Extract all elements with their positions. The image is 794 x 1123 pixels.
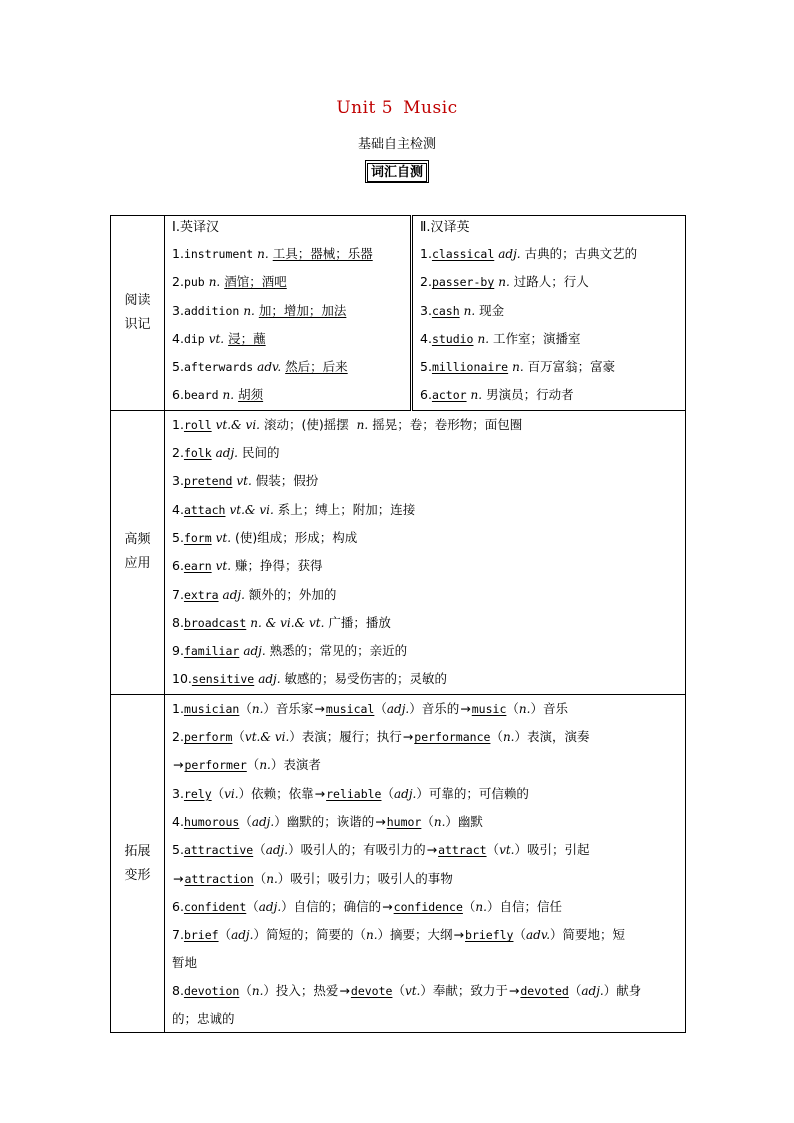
line-text: （	[490, 729, 503, 745]
vocab-entry	[172, 581, 679, 609]
derivation-arrow: →	[339, 982, 350, 998]
line-text: 6.	[172, 898, 184, 914]
section-label: 词汇自测	[367, 163, 427, 182]
entry-meaning: 现金	[479, 302, 505, 318]
word-form: musical	[325, 701, 375, 716]
entry-meaning: 男演员；行动者	[486, 387, 574, 403]
line-text: （	[211, 785, 225, 801]
entry-meaning: 工作室；演播室	[493, 330, 581, 346]
vocab-entry	[172, 381, 404, 409]
entry-meaning: 然后；后来	[285, 359, 348, 375]
line-text: （	[506, 700, 519, 716]
line-text: ）幽默	[445, 813, 483, 829]
line-text: （	[374, 700, 387, 716]
line-text: ）依赖；依靠	[238, 785, 314, 801]
part-of-speech: n.	[259, 758, 271, 773]
extension-line	[172, 836, 679, 864]
english-to-chinese-heading: Ⅰ.英译汉	[172, 220, 219, 235]
word-form: devoted	[520, 983, 569, 998]
vocab-entry	[172, 637, 679, 665]
line-text: （	[513, 927, 526, 943]
word-form: briefly	[465, 928, 514, 943]
entry-word: millionaire	[431, 360, 509, 375]
part-of-speech: vt.	[499, 843, 515, 858]
entry-word: dip	[183, 331, 205, 346]
entry-pos: vt.	[215, 559, 232, 574]
part-of-speech: n.	[475, 899, 487, 914]
entry-pos: n.	[463, 303, 476, 318]
line-text: ）表演者	[270, 757, 321, 773]
word-form: devotion	[183, 983, 240, 998]
entry-number: 5.	[172, 359, 184, 375]
vocab-entry	[420, 353, 679, 381]
line-text: ）幽默的；诙谐的	[274, 813, 375, 829]
part-of-speech: adj.	[581, 983, 604, 998]
entry-word: attach	[183, 502, 226, 517]
entry-number: 10.	[172, 671, 192, 687]
entry-number: 2.	[172, 274, 184, 290]
word-form: attraction	[184, 871, 254, 886]
word-form: reliable	[326, 786, 382, 801]
entry-number: 2.	[172, 445, 184, 461]
entry-word: earn	[183, 559, 212, 574]
part-of-speech: n.	[251, 983, 264, 998]
word-form: performer	[184, 758, 247, 773]
entry-meaning: 加；增加；加法	[258, 302, 347, 318]
entry-word: roll	[183, 417, 212, 432]
extension-line	[172, 808, 679, 836]
line-text: ）吸引；吸引力；吸引人的事物	[277, 870, 453, 886]
line-text: ）表演，演奏	[514, 729, 590, 745]
chinese-to-english-cell	[412, 216, 686, 411]
part-of-speech: n.	[251, 701, 264, 716]
english-to-chinese-list	[165, 216, 410, 410]
entry-word: broadcast	[183, 615, 247, 630]
derivation-arrow: →	[173, 757, 184, 773]
line-text: ）简要地；短	[550, 927, 626, 943]
line-text: （	[232, 729, 245, 745]
entry-pos: n.	[470, 388, 483, 403]
extension-line	[172, 723, 679, 751]
entry-meaning: 工具；器械；乐器	[272, 246, 373, 261]
entry-number: 9.	[172, 643, 184, 659]
part-of-speech: vt.& vi.	[244, 730, 290, 745]
line-text: ）可靠的；可信赖的	[416, 785, 529, 801]
vocab-entry	[172, 552, 679, 580]
derivation-arrow: →	[173, 870, 184, 886]
entry-pos: vt.	[208, 331, 225, 346]
entry-word: familiar	[183, 644, 240, 659]
line-text: （	[486, 842, 500, 858]
word-form: brief	[183, 928, 219, 943]
vocab-entry	[420, 240, 679, 268]
derivation-arrow: →	[382, 898, 393, 914]
entry-word: studio	[431, 331, 474, 346]
entry-meaning: 系上；缚上；附加；连接	[277, 501, 416, 517]
entry-pos: n.	[477, 331, 490, 346]
entry-pos: n.	[208, 275, 221, 290]
word-form: perform	[183, 730, 233, 745]
line-text: ）吸引；引起	[514, 842, 590, 858]
entry-meaning: 敏感的；易受伤害的；灵敏的	[284, 671, 448, 687]
line-text: （	[239, 813, 252, 829]
word-form: devote	[350, 983, 393, 998]
entry-meaning: 古典的；古典文艺的	[524, 246, 638, 261]
entry-word: classical	[431, 247, 495, 261]
entry-meaning: 广播；播放	[328, 614, 391, 630]
frequent-category	[111, 410, 165, 694]
vocab-entry	[420, 297, 679, 325]
entry-pos: n.	[257, 247, 269, 261]
entry-word: form	[183, 530, 212, 545]
part-of-speech: n.	[502, 730, 515, 745]
part-of-speech: n.	[518, 701, 531, 716]
section-subtitle: 基础自主检测	[357, 137, 436, 152]
chinese-to-english-heading: Ⅱ.汉译英	[420, 220, 470, 235]
line-text: 暂地	[172, 955, 198, 971]
line-text: 8.	[172, 982, 184, 998]
entry-meaning: 额外的；外加的	[248, 586, 337, 602]
entry-number: 8.	[172, 614, 184, 630]
line-text: ）音乐	[530, 700, 568, 716]
part-of-speech: adj.	[265, 843, 289, 858]
entry-meaning: (使)组成；形成；构成	[235, 529, 358, 545]
derivation-arrow: →	[402, 729, 414, 745]
entry-pos: n. & vi.& vt.	[250, 615, 325, 630]
entry-word: addition	[183, 303, 240, 318]
entry-word: instrument	[183, 247, 254, 261]
entry-word: pretend	[183, 474, 233, 489]
vocabulary-table	[110, 215, 686, 1033]
entry-pos-secondary: n.	[356, 417, 369, 432]
entry-number: 6.	[172, 558, 184, 574]
entry-pos: n.	[222, 388, 235, 403]
vocab-entry	[172, 353, 404, 381]
frequent-words-list	[165, 411, 685, 694]
vocab-entry	[172, 665, 679, 693]
entry-pos: n.	[498, 275, 510, 290]
word-form: musician	[183, 701, 240, 716]
extension-words-cell	[165, 694, 686, 1033]
extension-line	[172, 893, 679, 921]
part-of-speech: adj.	[386, 701, 410, 716]
entry-meaning: 过路人；行人	[513, 274, 589, 290]
entry-word: passer-by	[431, 275, 495, 290]
line-text: 5.	[172, 842, 184, 858]
frequent-words-cell	[165, 410, 686, 694]
word-form: humor	[386, 814, 422, 829]
extension-category-label: 拓展变形	[124, 843, 151, 883]
line-text: （	[218, 927, 232, 943]
entry-number: 5.	[172, 529, 184, 545]
entry-number: 3.	[172, 302, 184, 318]
line-text: ）献身	[603, 982, 642, 998]
entry-number: 1.	[420, 246, 432, 261]
entry-pos: adj.	[243, 644, 266, 659]
entry-number: 3.	[172, 473, 184, 489]
line-text: ）投入；热爱	[263, 982, 339, 998]
derivation-arrow: →	[314, 700, 325, 716]
entry-pos: n.	[243, 303, 255, 318]
word-form: rely	[183, 786, 212, 801]
line-text: 1.	[172, 700, 184, 716]
vocab-entry	[172, 411, 679, 439]
entry-number: 2.	[420, 274, 432, 290]
extension-line	[172, 865, 679, 893]
line-text: 7.	[172, 927, 184, 943]
reading-category-label: 阅读识记	[124, 292, 151, 332]
chinese-to-english-list	[413, 216, 685, 410]
line-text: （	[246, 898, 259, 914]
entry-number: 6.	[172, 387, 184, 403]
extension-row	[111, 694, 686, 1033]
entry-word: beard	[183, 388, 219, 403]
derivation-arrow: →	[460, 700, 471, 716]
extension-line	[172, 1005, 679, 1032]
entry-pos: vt.	[215, 530, 232, 545]
entry-pos: vt.& vi.	[229, 502, 274, 517]
extension-line	[172, 949, 679, 976]
vocab-entry	[172, 524, 679, 552]
entry-number: 1.	[172, 246, 184, 261]
derivation-arrow: →	[453, 927, 465, 943]
vocab-entry	[420, 325, 679, 353]
extension-category	[111, 694, 165, 1033]
reading-category	[111, 216, 165, 411]
word-form: humorous	[183, 814, 240, 829]
entry-word: sensitive	[191, 672, 255, 687]
extension-line	[172, 977, 679, 1005]
entry-meaning: 赚；挣得；获得	[235, 558, 323, 574]
entry-meaning: 民间的	[241, 445, 280, 461]
vocab-entry	[172, 297, 404, 325]
line-text: ）自信的；确信的	[281, 898, 382, 914]
entry-meaning-secondary: 摇晃；卷；卷形物；面包圈	[372, 416, 523, 432]
entry-meaning: 百万富翁；富豪	[527, 359, 616, 375]
extension-words-list	[165, 695, 685, 1033]
extension-line	[172, 780, 679, 808]
entry-number: 4.	[172, 501, 184, 517]
line-text: ）自信；信任	[486, 898, 562, 914]
entry-number: 4.	[420, 330, 432, 346]
part-of-speech: adj.	[251, 814, 275, 829]
entry-meaning: 胡须	[238, 387, 264, 403]
extension-line	[172, 921, 679, 949]
vocab-entry	[172, 439, 679, 467]
entry-pos: adj.	[498, 247, 521, 261]
word-form: attract	[438, 843, 487, 858]
line-text: ）音乐家	[263, 700, 314, 716]
part-of-speech: n.	[365, 928, 378, 943]
unit-topic: Music	[403, 98, 458, 118]
extension-line	[172, 695, 679, 723]
vocab-entry	[172, 467, 679, 495]
line-text: （	[381, 785, 394, 801]
vocab-entry	[172, 268, 404, 296]
entry-pos: vt.	[236, 474, 252, 489]
section-label-box	[365, 160, 429, 183]
part-of-speech: n.	[433, 814, 446, 829]
entry-pos: adj.	[215, 446, 238, 461]
line-text: （	[239, 700, 252, 716]
extension-line	[172, 751, 679, 779]
entry-pos: vt.& vi.	[215, 417, 260, 432]
vocab-entry	[172, 325, 404, 353]
entry-pos: n.	[512, 360, 524, 375]
entry-meaning: 浸；蘸	[228, 330, 266, 346]
word-form: attractive	[183, 843, 254, 858]
entry-word: actor	[431, 388, 467, 403]
vocab-entry	[420, 268, 679, 296]
line-text: （	[392, 982, 405, 998]
entry-word: extra	[183, 587, 219, 602]
line-text: （	[253, 842, 266, 858]
vocab-entry	[420, 381, 679, 409]
entry-meaning: 酒馆；酒吧	[224, 274, 287, 290]
derivation-arrow: →	[508, 982, 520, 998]
entry-number: 6.	[420, 387, 432, 403]
entry-meaning: 滚动；(使)摇摆	[263, 416, 349, 432]
english-to-chinese-cell	[165, 216, 412, 411]
line-text: ）吸引人的；有吸引力的	[288, 842, 426, 858]
part-of-speech: n.	[266, 871, 278, 886]
entry-word: pub	[183, 275, 205, 290]
vocab-entry	[172, 609, 679, 637]
word-form: performance	[414, 730, 491, 745]
entry-number: 1.	[172, 416, 184, 432]
part-of-speech: adj.	[394, 786, 417, 801]
word-form: confident	[183, 899, 247, 914]
derivation-arrow: →	[426, 842, 438, 858]
entry-word: afterwards	[183, 360, 254, 375]
line-text: 2.	[172, 729, 184, 745]
line-text: ）奉献；致力于	[420, 982, 508, 998]
line-text: ）表演；履行；执行	[289, 729, 402, 745]
part-of-speech: vt.	[404, 983, 421, 998]
entry-number: 7.	[172, 586, 184, 602]
entry-number: 3.	[420, 302, 432, 318]
part-of-speech: adj.	[231, 928, 254, 943]
entry-word: cash	[431, 303, 460, 318]
line-text: （	[253, 870, 267, 886]
entry-meaning: 熟悉的；常见的；亲近的	[269, 643, 408, 659]
line-text: （	[246, 757, 260, 773]
line-text: （	[239, 982, 252, 998]
vocab-entry	[172, 240, 404, 268]
line-text: ）简短的；简要的（	[253, 927, 366, 943]
section-label-wrap	[0, 160, 794, 183]
line-text: 的；忠诚的	[172, 1011, 235, 1027]
line-text: ）摘要；大纲	[377, 927, 453, 943]
line-text: 3.	[172, 785, 184, 801]
page-title	[0, 98, 794, 118]
reading-row	[111, 216, 686, 411]
entry-meaning: 假装；假扮	[255, 473, 319, 489]
entry-pos: adj.	[258, 672, 281, 687]
entry-pos: adj.	[222, 587, 245, 602]
line-text: 4.	[172, 813, 184, 829]
word-form: confidence	[393, 899, 463, 914]
part-of-speech: vi.	[224, 786, 239, 801]
vocab-entry	[172, 496, 679, 524]
word-form: music	[471, 701, 507, 716]
frequent-category-label: 高频应用	[124, 532, 151, 572]
part-of-speech: adv.	[526, 928, 551, 943]
line-text: （	[568, 982, 582, 998]
unit-label: Unit 5	[336, 98, 394, 118]
entry-word: folk	[183, 446, 212, 461]
derivation-arrow: →	[314, 785, 326, 801]
part-of-speech: adj.	[258, 899, 282, 914]
derivation-arrow: →	[375, 813, 386, 829]
line-text: （	[462, 898, 476, 914]
entry-number: 5.	[420, 359, 432, 375]
line-text: ）音乐的	[409, 700, 460, 716]
entry-number: 4.	[172, 330, 184, 346]
frequent-row	[111, 410, 686, 694]
entry-pos: adv.	[257, 360, 282, 375]
line-text: （	[421, 813, 434, 829]
